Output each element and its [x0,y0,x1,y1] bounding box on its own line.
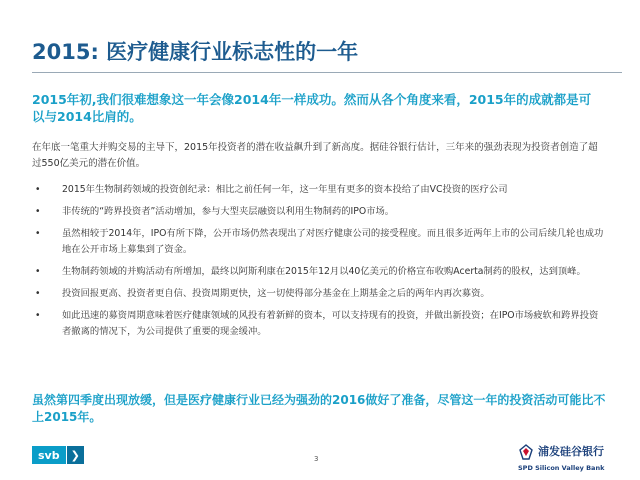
bullet-text: 投资回报更高、投资者更自信、投资周期更快，这一切使得部分基金在上期基金之后的两年内再次募资。 [62,288,490,299]
bullet-item [32,308,607,340]
bullet-item [32,286,607,302]
intro-paragraph: 在年底一笔重大并购交易的主导下，2015年投资者的潜在收益飙升到了新高度。据硅谷银行估计，三年来的强劲表现为投资者创造了超过550亿美元的潜在价值。 [32,142,598,169]
svb-logo [32,446,84,464]
spd-logo-english: SPD Silicon Valley Bank [518,464,605,472]
bullet-text: 生物制药领域的并购活动有所增加，最终以阿斯利康在2015年12月以40亿美元的价格宣布收购Acerta制药的股权，达到顶峰。 [62,266,586,277]
bullet-item [32,182,607,198]
bullet-text: 如此迅速的募资周期意味着医疗健康领域的风投有着新鲜的资本，可以支持现有的投资，并做出新投资；在IPO市场疲软和跨界投资者撤离的情况下，为公司提供了重要的现金缓冲。 [62,310,599,337]
bullet-text: 虽然相较于2014年，IPO有所下降，公开市场仍然表现出了对医疗健康公司的接受程度。而且很多近两年上市的公司后续几轮也成功地在公开市场上募集到了资金。 [62,228,604,255]
bullet-marker: • [35,228,41,239]
bullet-marker: • [35,288,41,299]
bullet-text: 2015年生物制药领域的投资创纪录：相比之前任何一年，这一年里有更多的资本投给了由VC投资的医疗公司 [62,184,508,195]
lead-statement: 2015年初,我们很难想象这一年会像2014年一样成功。然而从各个角度来看，2015年的成就都是可以与2014比肩的。 [32,92,592,124]
spd-logo [518,440,628,476]
bullet-text: 非传统的“跨界投资者”活动增加，参与大型夹层融资以利用生物制药的IPO市场。 [62,206,395,217]
slide-title: 2015: 医疗健康行业标志性的一年 [32,40,359,64]
spd-logo-chinese: 浦发硅谷银行 [538,445,604,458]
svb-chevron-icon: ❯ [67,446,84,464]
bullet-marker: • [35,184,41,195]
bullet-marker: • [35,310,41,321]
bullet-item [32,204,607,220]
bullet-marker: • [35,266,41,277]
bullet-marker: • [35,206,41,217]
svb-logo-text: svb [32,446,66,464]
title-divider [32,72,622,73]
spd-emblem-icon [518,444,534,460]
bullet-list [32,182,607,346]
bullet-item [32,226,607,258]
page-number: 3 [314,455,319,463]
bullet-item [32,264,607,280]
closing-statement: 虽然第四季度出现放缓，但是医疗健康行业已经为强劲的2016做好了准备，尽管这一年的投资活动可能比不上2015年。 [32,393,606,424]
